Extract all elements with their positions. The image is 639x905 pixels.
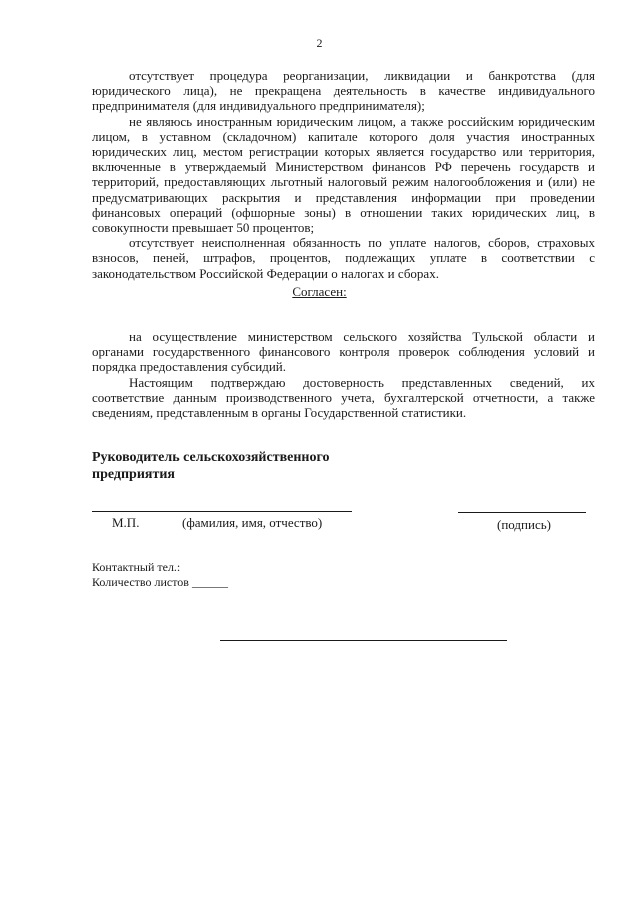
paragraph-foreign-entity: не являюсь иностранным юридическим лицом, а также российским юридическим лицом, в уставном (складочном) капитале которого доля участия иностранных юридических лиц, местом регистрации которых является государство или территория, включенные в утверждаемый Министерством финансов РФ перечень государств и территорий, предоставляющих льготный налоговый режим налогообложения и (или) не предусматривающих раскрытия и представления информации при проведении финансовых операций (офшорные зоны) в отношении таких юридических лиц, в совокупности превышает 50 процентов;: [92, 113, 595, 236]
confirm-section: [92, 375, 595, 421]
sign-label: (подпись): [497, 517, 551, 532]
paragraph-tax-obligations: отсутствует неисполненная обязанность по уплате налогов, сборов, страховых взносов, пеней, штрафов, процентов, подлежащих уплате в соответствии с законодательством Российской Федерации о налогах и сборах.: [92, 235, 595, 281]
signatory-heading: Руководитель сельскохозяйственного предприятия: [92, 450, 330, 482]
closing-line: [220, 640, 507, 641]
contacts-block: [92, 560, 228, 590]
agree-paragraph: на осуществление министерством сельского хозяйства Тульской области и органами государственного финансового контроля проверок соблюдения условий и порядка предоставления субсидий.: [92, 329, 595, 375]
name-label: (фамилия, имя, отчество): [182, 515, 323, 530]
paragraph-reorganization: отсутствует процедура реорганизации, ликвидации и банкротства (для юридического лица), не прекращена деятельность в качестве индивидуального предпринимателя (для индивидуального предпринимателя);: [92, 68, 595, 114]
stamp-label: М.П.: [112, 515, 140, 530]
confirm-paragraph: Настоящим подтверждаю достоверность представленных сведений, их соответствие данным производственного учета, бухгалтерской отчетности, а также сведениям, представленным в органы Государственной статистики.: [92, 375, 595, 421]
name-signature-line: [92, 511, 352, 512]
page-number: 2: [316, 36, 323, 50]
sign-line: [458, 512, 586, 513]
sheets-label: Количество листов ______: [92, 575, 228, 589]
phone-label: Контактный тел.:: [92, 560, 181, 574]
agree-section: [92, 329, 595, 375]
conditions-list: [92, 68, 595, 281]
agree-label: Согласен:: [292, 284, 347, 299]
